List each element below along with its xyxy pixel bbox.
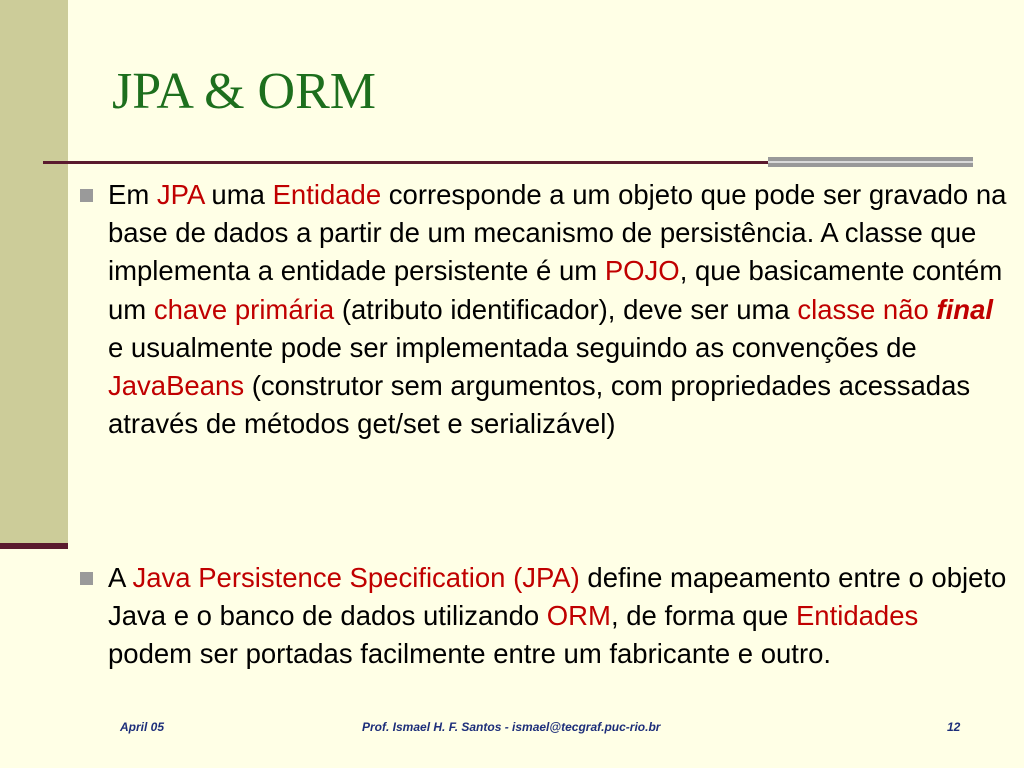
text-segment: A [108, 562, 133, 593]
bullet-square-icon [80, 572, 93, 585]
highlight-emphasis-segment: final [936, 293, 993, 325]
bullet-text-2 [108, 559, 1008, 674]
title-divider [43, 161, 771, 164]
highlight-segment: POJO [604, 255, 680, 287]
highlight-segment: ORM [546, 600, 611, 632]
highlight-segment: JavaBeans [108, 370, 245, 402]
footer-date: April 05 [120, 720, 165, 734]
text-segment: , que basicamente contém um [108, 255, 1003, 325]
highlight-segment: JPA [156, 179, 204, 210]
text-segment: (atributo identificador), deve ser uma [334, 293, 798, 325]
text-segment: , de forma que [610, 600, 796, 632]
text-segment: uma [203, 179, 273, 210]
slide-title: JPA & ORM [112, 63, 376, 120]
text-segment: (construtor sem argumentos, com propriedades acessadas através de métodos get/set e serializável) [108, 370, 971, 440]
text-segment: corresponde a um objeto que pode ser gravado na base de dados a partir de um mecanismo de persistência. A classe que implementa a entidade persistente é um [108, 179, 1007, 287]
text-segment: podem ser portadas facilmente entre um fabricante e outro. [108, 638, 832, 670]
bullet-square-icon [80, 189, 93, 202]
footer-page-number: 12 [947, 720, 961, 734]
footer-author: Prof. Ismael H. F. Santos - ismael@tecgraf.puc-rio.br [362, 720, 661, 734]
title-accent-bar [768, 157, 973, 167]
highlight-segment: chave primária [153, 293, 335, 325]
bullet-text-1 [108, 176, 1008, 443]
text-segment: e usualmente pode ser implementada seguindo as convenções de [108, 331, 917, 363]
highlight-segment: Entidade [272, 179, 382, 210]
text-segment: define mapeamento entre o objeto Java e o banco de dados utilizando [108, 562, 1007, 632]
text-segment: Em [108, 179, 157, 210]
left-decor-band [0, 0, 68, 545]
highlight-segment: Entidades [795, 600, 919, 632]
highlight-segment: Java Persistence Specification (JPA) [132, 562, 580, 593]
left-decor-rule [0, 543, 68, 549]
highlight-segment: classe não [797, 293, 937, 325]
